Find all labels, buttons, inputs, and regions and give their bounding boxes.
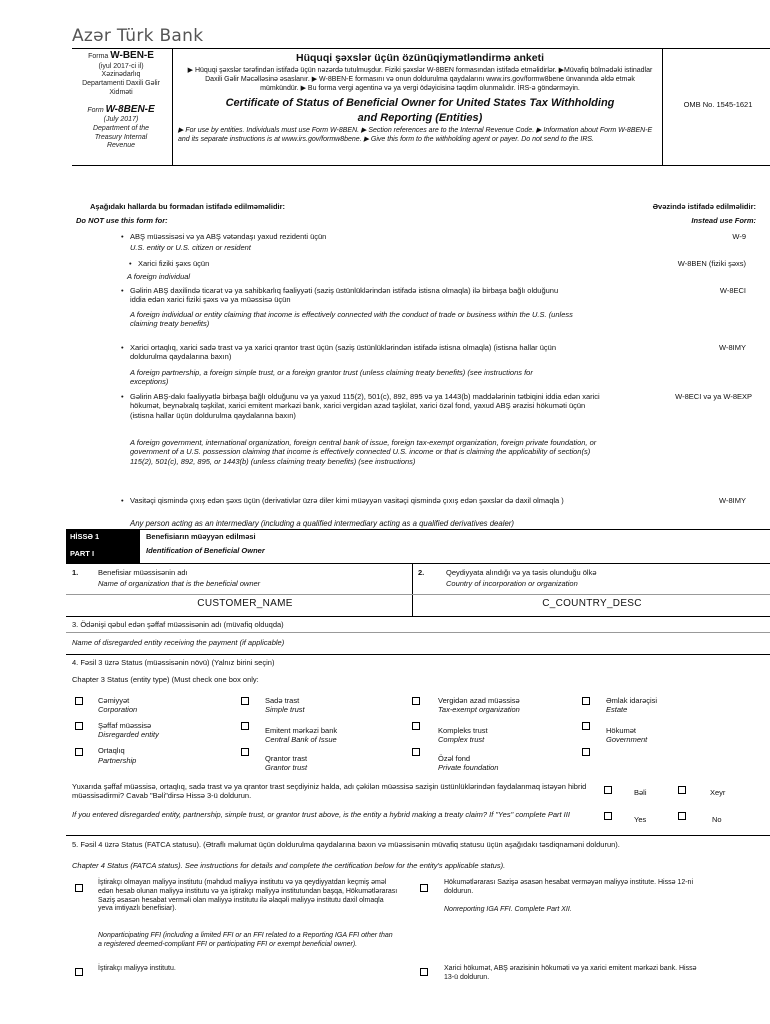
status-option-en: Tax-exempt organization (438, 705, 520, 714)
status-option-az: Kompleks trust (438, 726, 488, 735)
hybrid-no-checkbox[interactable] (678, 786, 686, 794)
field1-number: 1. (72, 568, 79, 577)
status-option-en: Estate (606, 705, 628, 714)
part1-title-en: Identification of Beneficial Owner (146, 546, 265, 555)
field3-label-az: 3. Ödənişi qəbul edən şəffaf müəssisənin adı (müvafiq olduqda) (72, 620, 284, 629)
fatca-option-az: İştirakçı olmayan maliyyə institutu (məhdud maliyyə institutu və ya qeydiyyatdan keçmiş əməl edən hesab olunan maliyyə institutu və ya iştirakçı maliyyə institutundan başqa, Hökumətlərarası Saziş əsasən hesabat verməli olan maliyyə institutu ilə əlaqəli maliyyə institutu daxil olmaqla yeva imtiyazlı benefisiar). (98, 879, 398, 913)
dnu-item-form: W-9 (732, 232, 746, 241)
status-option-en: Simple trust (265, 705, 305, 714)
status-option-az: Ortaqlıq (98, 746, 125, 755)
field4-bottom-rule (66, 835, 770, 836)
dnu-item-az: • Gəlirin ABŞ daxilində ticarət və ya sahibkarlıq fəaliyyəti (saziş üstünlüklərindən istifadə istisna olmaqla) ilə birbaşa bağlı olduğunu iddia edən xarici fiziki şəxs və ya müəssisə üçün (130, 286, 570, 305)
field5-label-az: 5. Fəsil 4 üzrə Status (FATCA statusu). (Ətraflı məlumat üçün doldurulma qaydalarına baxın və müəssisənin müvafiq statusu üçün aşağıdakı təsdiqnaməni doldurun). (72, 840, 620, 849)
do-not-use-heading-en: Do NOT use this form for: (76, 216, 168, 225)
form-az-name: W-BEN-E (110, 50, 154, 61)
status-checkbox[interactable] (241, 697, 249, 705)
bank-logo: Azər Türk Bank (72, 26, 204, 46)
status-checkbox[interactable] (582, 722, 590, 730)
part1-title-az: Benefisiarın müəyyən edilməsi (146, 532, 256, 541)
hybrid-question-en: If you entered disregarded entity, partnership, simple trust, or grantor trust above, is the entity a hybrid making a treaty claim? If "Yes" complete Part III (72, 810, 570, 819)
fatca-option-az: Xarici hökumət, ABŞ ərazisinin hökuməti və ya xarici emitent mərkəzi bank. Hissə 13-ü doldurun. (444, 965, 697, 981)
dnu-item-en: U.S. entity or U.S. citizen or resident (130, 243, 251, 252)
hybrid-yes-label-az: Bəli (634, 788, 647, 797)
status-checkbox[interactable] (241, 722, 249, 730)
status-option-en: Government (606, 735, 648, 744)
fatca-option-en: Nonreporting IGA FFI. Complete Part XII. (444, 906, 572, 913)
status-option-en: Disregarded entity (98, 730, 159, 739)
dnu-item-en: A foreign individual (127, 272, 191, 281)
part1-hisse: HİSSƏ 1 (70, 532, 100, 541)
field2-label-en: Country of incorporation or organization (446, 579, 578, 588)
status-checkbox[interactable] (582, 748, 590, 756)
field4-label-az: 4. Fəsil 3 üzrə Status (müəssisənin növü) (Yalnız birini seçin) (72, 658, 275, 667)
instead-heading-en: Instead use Form: (691, 216, 756, 225)
form-en-date: (July 2017) (103, 116, 139, 123)
field1-label-en: Name of organization that is the beneficial owner (98, 579, 261, 588)
hybrid-no-checkbox[interactable] (678, 812, 686, 820)
fatca-checkbox[interactable] (75, 884, 83, 892)
fatca-option-en: Nonparticipating FFI (including a limited FFI or an FFI related to a Reporting IGA FFI other than a registered deemed-compliant FFI or participating FFI or exempt beneficial owner). (98, 932, 393, 948)
status-checkbox[interactable] (582, 697, 590, 705)
hybrid-yes-checkbox[interactable] (604, 786, 612, 794)
hybrid-no-label-az: Xeyr (710, 788, 726, 797)
field2-label-az: Qeydiyyata alındığı və ya təsis olunduğu ölkə (446, 568, 597, 577)
form-az-label: Forma (88, 53, 109, 60)
form-en-dept: Department of the Treasury Internal Revenue (92, 124, 150, 150)
instead-heading-az: Əvəzində istifadə edilməlidir: (652, 202, 756, 211)
status-option-en: Grantor trust (265, 763, 308, 772)
status-option-az: Sadə trast (265, 696, 300, 705)
header-divider-right (662, 48, 663, 166)
country-field[interactable]: C_COUNTRY_DESC (542, 598, 642, 609)
omb-number: OMB No. 1545-1621 (683, 100, 753, 109)
field-divider (412, 563, 413, 617)
dnu-item-en: Any person acting as an intermediary (including a qualified intermediary acting as a qualified derivatives dealer) (130, 519, 514, 528)
field5-label-en: Chapter 4 Status (FATCA status). See instructions for details and complete the certification below for the entity's applicable status). (72, 861, 506, 870)
field3-mid-rule (66, 632, 770, 633)
dnu-item-form: W-8ECI (719, 286, 746, 295)
field4-label-en: Chapter 3 Status (entity type) (Must check one box only: (72, 675, 259, 684)
do-not-use-heading-az: Aşağıdakı hallarda bu formadan istifadə edilməməlidir: (90, 202, 286, 211)
hybrid-yes-label-en: Yes (634, 815, 647, 824)
status-option-en: Corporation (98, 705, 138, 714)
status-option-en: Partnership (98, 756, 137, 765)
subtitle-az: ▶ Hüquqi şəxslər tərəfindən istifadə üçün nəzərdə tutulmuşdur. Fiziki şəxslər W-8BEN formasından istifadə etməlidirlər. ▶Müvafiq bölmədəki istinadlar Daxili Gəlir Məcəlləsinə əsaslanır. ▶ W-8BEN-E formasını və onun doldurulma qaydalarını www.irs.gov/formw8bene ünvanında əldə etmək mümkündür. ▶ Bu forma vergi agentinə və ya vergi ödəyicisinə təqdim olunmalıdır. İRS-ə göndərməyin. (187, 67, 653, 92)
status-option-en: Central Bank of Issue (265, 735, 337, 744)
hybrid-yes-checkbox[interactable] (604, 812, 612, 820)
hybrid-no-label-en: No (712, 815, 722, 824)
dnu-item-en: A foreign government, international organization, foreign central bank of issue, foreign tax-exempt organization, foreign private foundation, or government of a U.S. possession claiming that income is effectively connected U.S. income or that is claiming the applicability of section(s) 115(2), 501(c), 892, 895, or 1443(b) (unless claiming treaty benefits) (see instructions) (130, 438, 597, 466)
dnu-item-az: • Xarici fiziki şəxs üçün (138, 259, 598, 268)
status-checkbox[interactable] (412, 722, 420, 730)
dnu-item-en: A foreign partnership, a foreign simple trust, or a foreign grantor trust (unless claiming treaty benefits) (see instructions for exceptions) (130, 368, 533, 387)
status-option-az: Şəffaf müəssisə (98, 721, 152, 730)
status-checkbox[interactable] (241, 748, 249, 756)
dnu-item-form: W-8IMY (719, 343, 746, 352)
status-checkbox[interactable] (412, 748, 420, 756)
fatca-option-az: Hökumətlərarası Sazişə əsasən hesabat verməyən maliyyə institute. Hissə 12-ni doldurun. (444, 879, 694, 895)
dnu-item-form: W-8ECI və ya W-8EXP (675, 392, 752, 401)
status-option-az: Vergidən azad müəssisə (438, 696, 520, 705)
title-en: Certificate of Status of Beneficial Owner for United States Tax Withholding and Reporting (Entities) (225, 97, 615, 124)
status-option-az: Qrantor trast (265, 754, 308, 763)
dnu-item-form: W-8IMY (719, 496, 746, 505)
status-option-az: Hökumət (606, 726, 637, 735)
dnu-item-az: • Gəlirin ABŞ-dakı fəaliyyətlə birbaşa bağlı olduğunu və ya yaxud 115(2), 501(c), 892, 895 və ya 1443(b) maddələrinin tətbiqini iddia edən xarici hökumət, beynəlxalq təşkilat, xarici emitent mərkəzi bank, xarici vergidən azad təşkilat, xarici özəl fond, yaxud ABŞ ərazisi hökuməti üçün (istisna hallar üçün doldurulma qaydalarına baxın) (130, 392, 600, 420)
status-checkbox[interactable] (75, 722, 83, 730)
field12-bottom-rule (66, 616, 770, 617)
field-value-rule (66, 594, 770, 595)
organization-name-field[interactable]: CUSTOMER_NAME (197, 598, 293, 609)
part1-part: PART I (70, 549, 95, 559)
fatca-checkbox[interactable] (75, 968, 83, 976)
dnu-item-az: • Vasitəçi qismində çıxış edən şəxs üçün (derivativlər üzrə diler kimi müəyyən vasitəçi qismində çıxış edən şəxslər də daxil olmaqla ) (130, 496, 600, 505)
fatca-option-az: İştirakçı maliyyə institutu. (98, 965, 176, 972)
status-checkbox[interactable] (412, 697, 420, 705)
subtitle-en: ▶ For use by entities. Individuals must use Form W-8BEN. ▶ Section references are to the Internal Revenue Code. ▶ Information about Form W-8BEN-E and its separate instructions is at www.irs.gov/formw8bene. ▶ Give this form to the withholding agent or payer. Do not send to the IRS. (178, 126, 653, 143)
form-id-block (72, 50, 170, 151)
field2-number: 2. (418, 568, 425, 577)
fatca-checkbox[interactable] (420, 968, 428, 976)
status-checkbox[interactable] (75, 697, 83, 705)
header-divider-left (172, 48, 173, 166)
status-option-az: Əmlak idarəçisi (606, 696, 658, 705)
part1-label (66, 530, 140, 564)
form-az-dept: Xəzinədarlıq Departamenti Daxili Gəlir Xidməti (82, 71, 160, 96)
dnu-item-en: A foreign individual or entity claiming that income is effectively connected with the conduct of trade or business within the U.S. (unless claiming treaty benefits) (130, 310, 573, 329)
hybrid-question-az: Yuxarıda şəffaf müəssisə, ortaqlıq, sadə trast və ya qrantor trast seçdiyiniz halda, adı çəkilən müəssisə sazişin üstünlüklərindən faydalanmaq istəyən hibrid müəssisədirmi? Cavab "Bəli"dirsə Hissə 3-ü doldurun. (72, 782, 587, 801)
status-option-en: Private foundation (438, 763, 499, 772)
status-option-az: Cəmiyyət (98, 696, 130, 705)
dnu-item-az: • Xarici ortaqlıq, xarici sadə trast və ya xarici qrantor trast üçün (saziş üstünlüklərindən istifadə istisna olmaqla) (istisna hallar üçün doldurulma qaydalarına baxın) (130, 343, 580, 362)
form-en-name: W-8BEN-E (105, 103, 155, 115)
field1-label-az: Benefisiar müəssisənin adı (98, 568, 188, 577)
status-option-az: Emitent mərkəzi bank (265, 726, 338, 735)
dnu-item-form: W-8BEN (fiziki şəxs) (677, 259, 746, 268)
part1-top-rule (66, 529, 770, 530)
field3-bottom-rule (66, 654, 770, 655)
status-option-en: Complex trust (438, 735, 485, 744)
form-en-label: Form (87, 106, 104, 114)
fatca-checkbox[interactable] (420, 884, 428, 892)
dnu-item-az: • ABŞ müəssisəsi və ya ABŞ vətəndaşı yaxud rezidenti üçün (130, 232, 590, 241)
status-option-az: Özəl fond (438, 754, 471, 763)
status-checkbox[interactable] (75, 748, 83, 756)
form-titles (178, 52, 662, 144)
form-az-date: (iyul 2017-ci il) (98, 62, 144, 70)
title-az: Hüquqi şəxslər üçün özünüqiymətləndirmə anketi (296, 52, 544, 64)
field3-label-en[interactable]: Name of disregarded entity receiving the payment (if applicable) (72, 638, 285, 647)
part1-header-rule (66, 563, 770, 564)
